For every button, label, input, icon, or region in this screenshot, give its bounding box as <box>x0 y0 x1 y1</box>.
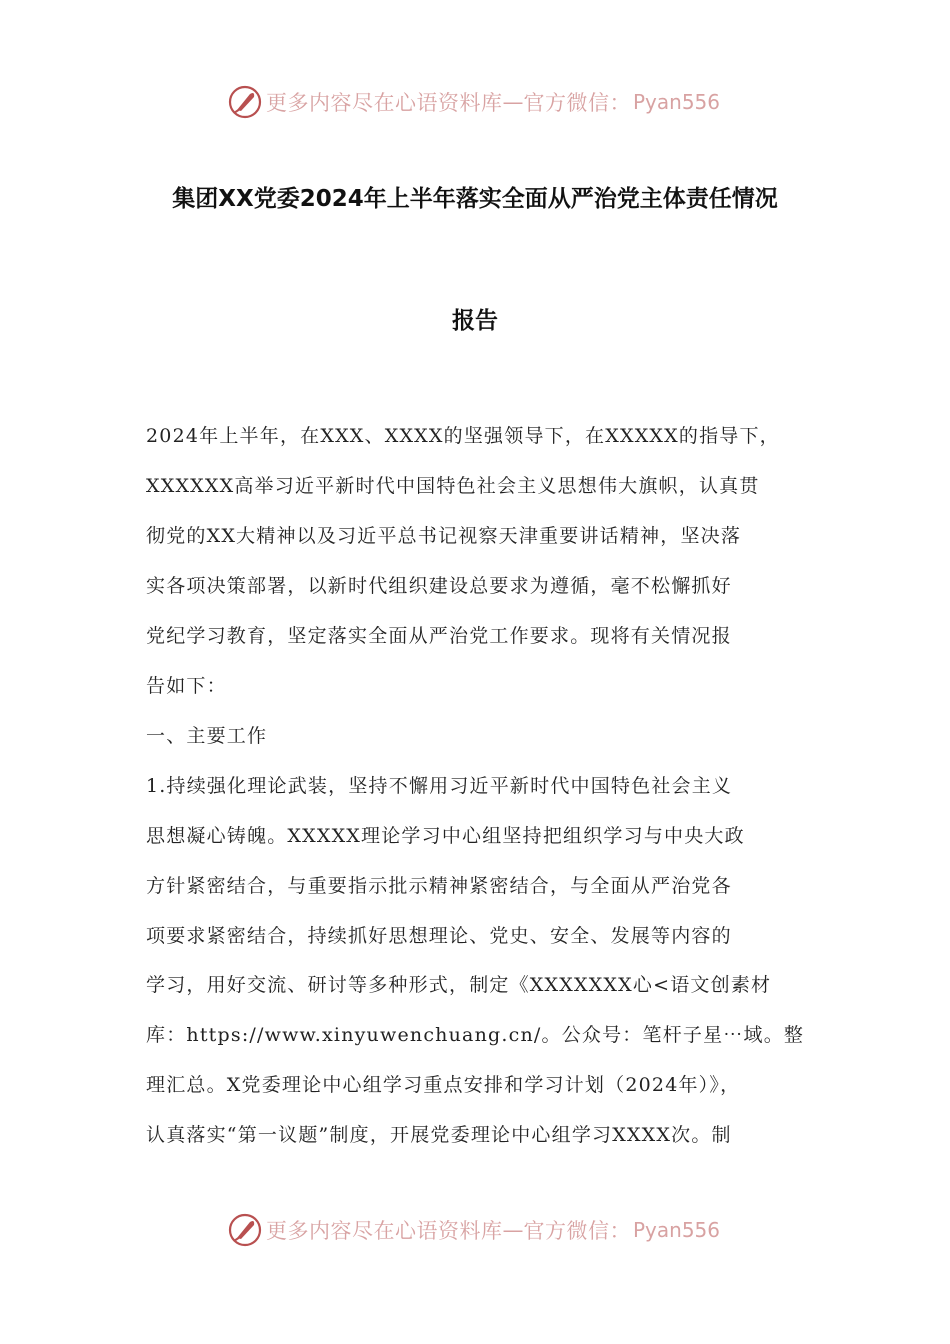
quill-logo-icon <box>228 85 262 119</box>
banner-wechat-id: Pyan556 <box>633 90 721 114</box>
body-line: 告如下： <box>146 675 227 697</box>
document-title-line-1: 集团XX党委2024年上半年落实全面从严治党主体责任情况 <box>172 186 778 212</box>
banner-separator: — <box>502 1218 524 1242</box>
body-line: 理汇总。X党委理论中心组学习重点安排和学习计划（2024年）》， <box>146 1074 741 1096</box>
body-line: 2024年上半年，在XXX、XXXX的坚强领导下，在XXXXX的指导下， <box>146 425 780 447</box>
banner-wechat-label: 官方微信： <box>523 91 631 115</box>
body-line: 方针紧密结合，与重要指示批示精神紧密结合，与全面从严治党各 <box>146 875 732 897</box>
banner-text: 更多内容尽在心语资料库 <box>266 91 503 115</box>
body-line: 库：https://www.xinyuwenchuang.cn/。公众号：笔杆子星⋯域。整 <box>146 1024 805 1046</box>
section-heading: 一、主要工作 <box>146 725 268 747</box>
body-line: XXXXXX高举习近平新时代中国特色社会主义思想伟大旗帜，认真贯 <box>146 475 760 497</box>
banner-wechat-label: 官方微信： <box>523 1219 631 1243</box>
body-line: 认真落实“第一议题”制度，开展党委理论中心组学习XXXX次。制 <box>146 1124 732 1146</box>
banner-wechat-id: Pyan556 <box>633 1218 721 1242</box>
body-line: 彻党的XX大精神以及习近平总书记视察天津重要讲话精神，坚决落 <box>146 525 742 547</box>
quill-logo-icon <box>228 1213 262 1247</box>
body-line: 项要求紧密结合，持续抓好思想理论、党史、安全、发展等内容的 <box>146 925 732 947</box>
body-line: 学习，用好交流、研讨等多种形式，制定《XXXXXXX心<语文创素材 <box>146 974 772 996</box>
footer-watermark-banner <box>228 1210 748 1250</box>
body-line: 实各项决策部署，以新时代组织建设总要求为遵循，毫不松懈抓好 <box>146 575 732 597</box>
body-line: 思想凝心铸魄。XXXXX理论学习中心组坚持把组织学习与中央大政 <box>146 825 745 847</box>
document-title-line-2: 报告 <box>452 308 498 334</box>
body-line: 1.持续强化理论武装，坚持不懈用习近平新时代中国特色社会主义 <box>146 775 733 797</box>
header-watermark-banner <box>228 82 748 122</box>
banner-separator: — <box>502 90 524 114</box>
banner-text: 更多内容尽在心语资料库 <box>266 1219 503 1243</box>
body-line: 党纪学习教育，坚定落实全面从严治党工作要求。现将有关情况报 <box>146 625 732 647</box>
